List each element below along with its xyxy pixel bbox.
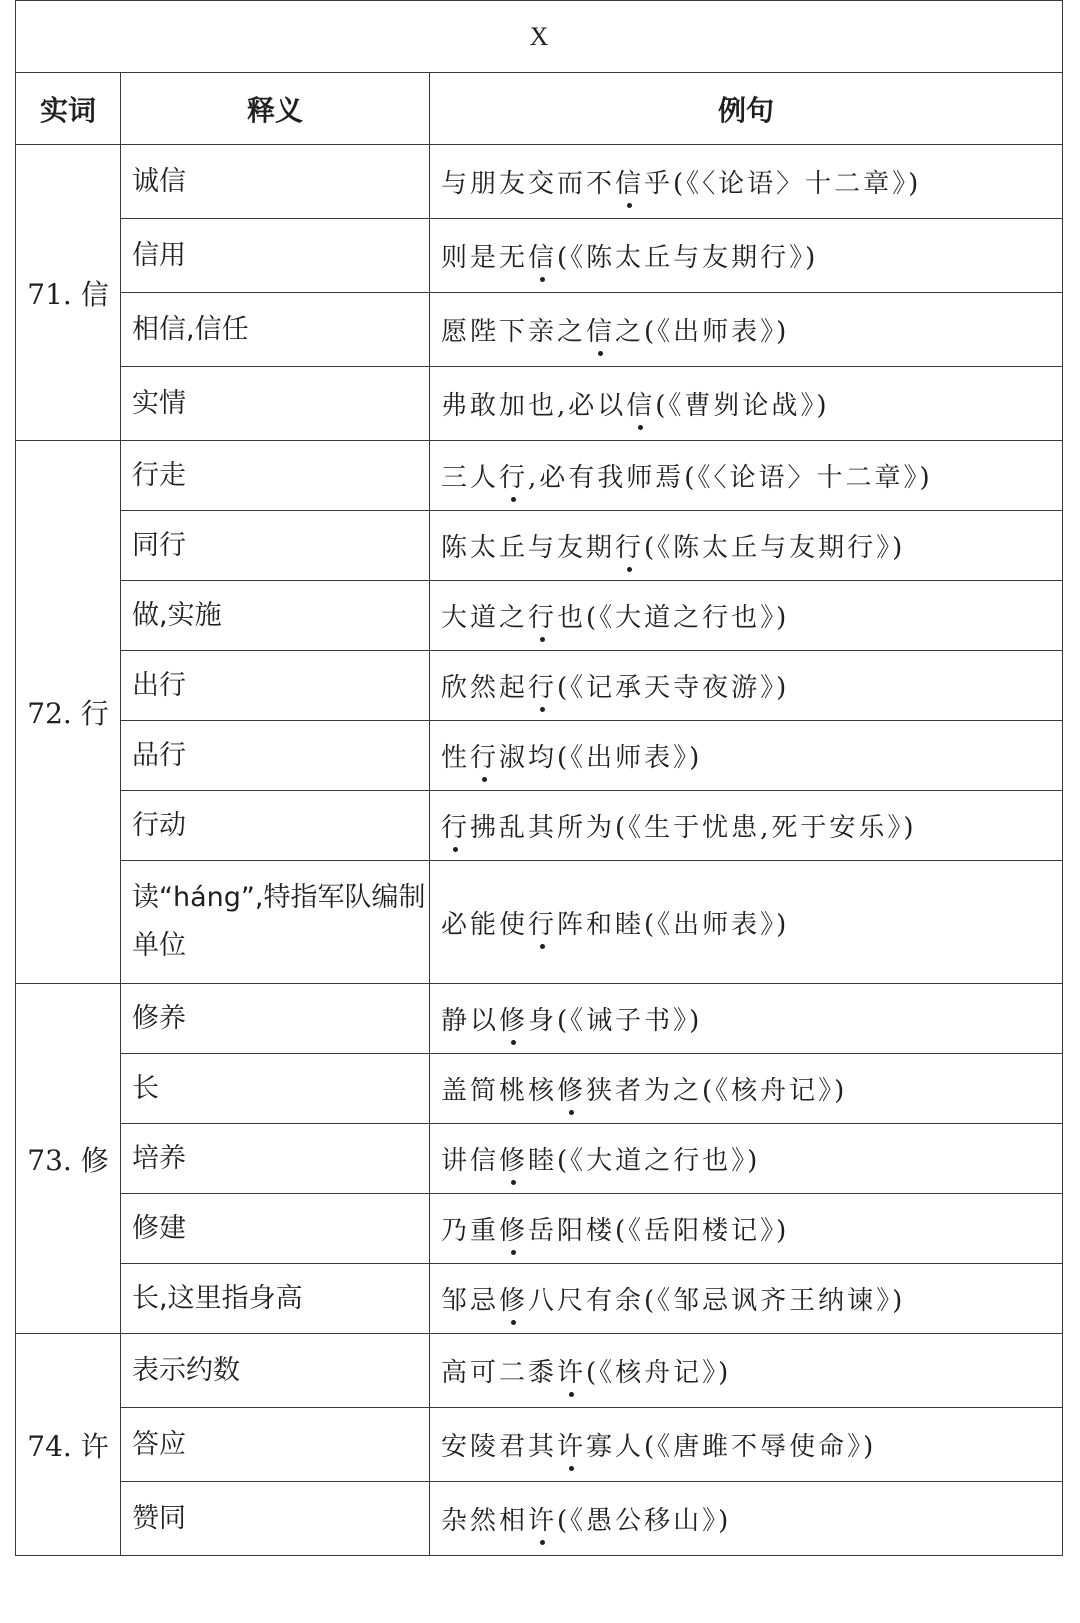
table-row [16,511,1063,581]
definition-cell: 读“háng”,特指军队编制单位 [121,861,430,984]
example-cell [430,1334,1063,1408]
emphasized-word: 修 [499,1280,528,1317]
definition-cell: 表示约数 [121,1334,430,1408]
definition-cell: 修养 [121,984,430,1054]
example-text: 淑均(《出师表》) [499,743,703,773]
example-cell [430,1054,1063,1124]
word-cell: 74. 许 [16,1334,121,1556]
example-text: (《曹刿论战》) [655,391,830,421]
word-cell: 71. 信 [16,145,121,441]
emphasized-word: 行 [528,597,557,634]
definition-cell: 品行 [121,721,430,791]
emphasized-word: 行 [615,527,644,564]
example-text: 三人 [441,463,500,493]
emphasized-word: 行 [528,904,557,941]
table-body [16,145,1063,1556]
emphasized-word: 许 [557,1426,586,1463]
definition-cell: 做,实施 [121,581,430,651]
emphasized-word: 行 [441,807,470,844]
example-text: 性 [441,743,471,773]
table-row [16,293,1063,367]
table-row [16,791,1063,861]
table-row [16,721,1063,791]
example-cell [430,145,1063,219]
definition-cell: 出行 [121,651,430,721]
example-text: (《陈太丘与友期行》) [557,243,819,273]
header-row [16,73,1063,145]
example-cell [430,1194,1063,1264]
example-cell [430,219,1063,293]
example-text: (《愚公移山》) [557,1506,732,1536]
example-text: 阵和睦(《出师表》) [557,909,790,940]
table-row [16,145,1063,219]
example-text: 之(《出师表》) [615,317,790,347]
example-cell [430,1482,1063,1556]
example-text: 欣然起 [441,673,529,703]
example-text: (《核舟记》) [586,1358,732,1388]
header-example: 例句 [430,73,1063,145]
example-text: 也(《大道之行也》) [557,603,790,633]
example-cell [430,581,1063,651]
header-definition: 释义 [121,73,430,145]
definition-cell: 赞同 [121,1482,430,1556]
example-text: 弗敢加也,必以 [441,391,627,421]
example-text: 寡人(《唐雎不辱使命》) [586,1432,877,1462]
example-cell [430,441,1063,511]
emphasized-word: 行 [470,737,499,774]
table-row [16,441,1063,511]
example-text: 陈太丘与友期 [441,533,616,563]
example-text: 身(《诫子书》) [528,1006,703,1036]
definition-cell: 培养 [121,1124,430,1194]
table-row [16,984,1063,1054]
emphasized-word: 信 [615,163,644,200]
example-text: 大道之 [441,603,529,633]
emphasized-word: 行 [499,457,528,494]
example-text: ,必有我师焉(《〈论语〉十二章》) [528,463,933,493]
definition-cell: 长,这里指身高 [121,1264,430,1334]
table-row [16,219,1063,293]
word-cell: 73. 修 [16,984,121,1334]
emphasized-word: 许 [528,1500,557,1537]
example-text: 必能使 [441,909,529,940]
vocabulary-table [15,0,1063,1556]
example-text: 岳阳楼(《岳阳楼记》) [528,1216,790,1246]
example-text: 愿陛下亲之 [441,317,587,347]
definition-cell: 行走 [121,441,430,511]
example-cell [430,293,1063,367]
table-row [16,367,1063,441]
emphasized-word: 修 [499,1000,528,1037]
example-cell [430,984,1063,1054]
example-text: 则是无 [441,243,529,273]
emphasized-word: 信 [586,311,615,348]
example-text: 乎(《〈论语〉十二章》) [644,169,922,199]
example-text: 盖简桃核 [441,1076,558,1106]
example-text: 讲信 [441,1146,500,1176]
example-text: 静以 [441,1006,500,1036]
example-cell [430,791,1063,861]
example-text: 高可二黍 [441,1358,558,1388]
example-cell [430,511,1063,581]
table-row [16,1334,1063,1408]
emphasized-word: 许 [557,1352,586,1389]
table-row [16,1054,1063,1124]
example-cell [430,1264,1063,1334]
example-cell [430,1408,1063,1482]
example-text: 邹忌 [441,1286,500,1316]
emphasized-word: 信 [528,237,557,274]
emphasized-word: 修 [499,1140,528,1177]
emphasized-word: 修 [557,1070,586,1107]
header-word: 实词 [16,73,121,145]
example-text: (《记承天寺夜游》) [557,673,790,703]
example-text: 杂然相 [441,1506,529,1536]
example-cell [430,367,1063,441]
example-text: 乃重 [441,1216,500,1246]
example-text: 与朋友交而不 [441,169,616,199]
example-cell [430,1124,1063,1194]
example-cell [430,861,1063,984]
table-row [16,1124,1063,1194]
definition-cell: 实情 [121,367,430,441]
table-row [16,861,1063,984]
table-row [16,651,1063,721]
table-row [16,1408,1063,1482]
definition-cell: 长 [121,1054,430,1124]
word-cell: 72. 行 [16,441,121,984]
definition-cell: 修建 [121,1194,430,1264]
table-title: X [16,1,1063,73]
definition-cell: 信用 [121,219,430,293]
definition-cell: 行动 [121,791,430,861]
example-text: 安陵君其 [441,1432,558,1462]
table-row [16,1264,1063,1334]
example-text: 睦(《大道之行也》) [528,1146,761,1176]
example-text: (《陈太丘与友期行》) [644,533,906,563]
definition-cell: 同行 [121,511,430,581]
example-cell [430,651,1063,721]
definition-cell: 诚信 [121,145,430,219]
definition-cell: 相信,信任 [121,293,430,367]
example-text: 狭者为之(《核舟记》) [586,1076,848,1106]
table-row [16,1482,1063,1556]
example-cell [430,721,1063,791]
table-row [16,1194,1063,1264]
table-row [16,581,1063,651]
example-text: 拂乱其所为(《生于忧患,死于安乐》) [470,813,917,843]
example-text: 八尺有余(《邹忌讽齐王纳谏》) [528,1286,906,1316]
emphasized-word: 行 [528,667,557,704]
emphasized-word: 信 [626,385,655,422]
definition-cell: 答应 [121,1408,430,1482]
emphasized-word: 修 [499,1210,528,1247]
title-row [16,1,1063,73]
